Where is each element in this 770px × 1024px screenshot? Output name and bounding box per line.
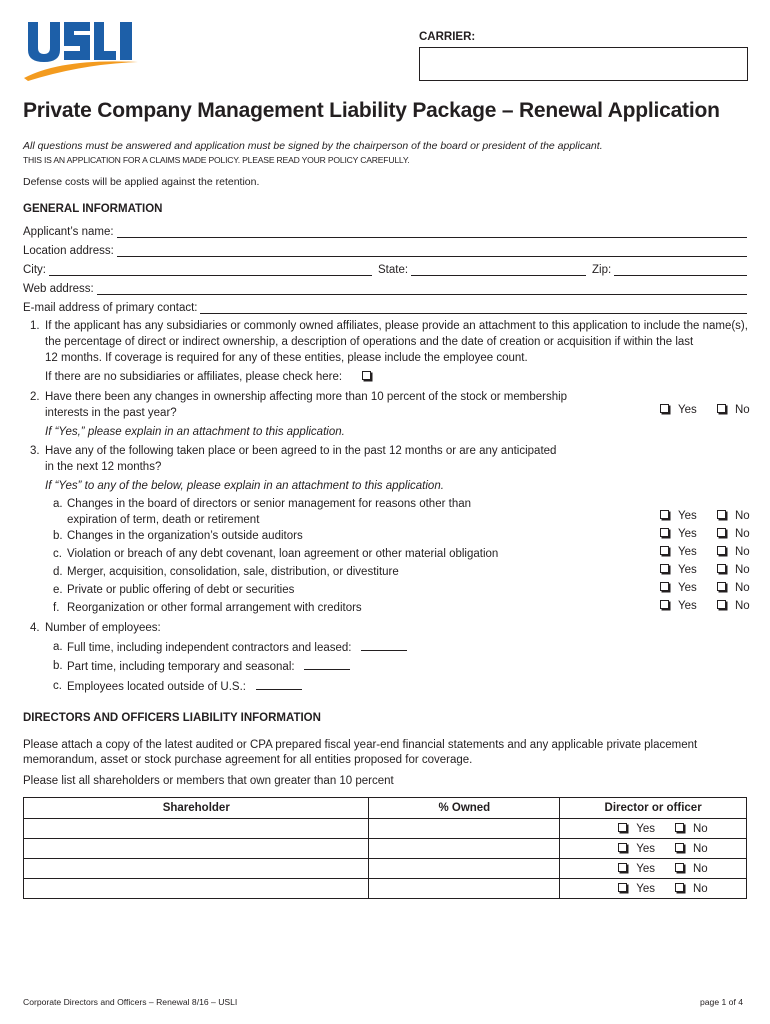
percent-owned-input[interactable] [369,819,560,839]
no-option[interactable] [675,883,708,895]
q3-item-f [53,600,613,616]
yes-checkbox[interactable] [660,582,669,591]
page-title: Private Company Management Liability Package – Renewal Application [23,99,720,122]
question-text: Have any of the following taken place or been agreed to in the past 12 months or are any anticipated [45,445,557,457]
item-text: Part time, including temporary and seasonal: [67,661,295,673]
question-1 [30,318,747,366]
yes-label: Yes [636,882,655,895]
q3-item-e [53,582,613,598]
yes-checkbox[interactable] [618,823,627,832]
yes-checkbox[interactable] [660,564,669,573]
yes-option[interactable] [618,883,655,895]
yes-checkbox[interactable] [660,528,669,537]
no-option[interactable] [675,823,708,835]
question-number: 2. [30,391,40,403]
no-label: No [735,546,750,558]
director-officer-cell [560,839,747,859]
item-letter: a. [53,498,63,510]
no-subsidiaries-note [45,369,342,385]
q2-no-option[interactable] [717,404,750,416]
item-letter: d. [53,566,63,578]
state-input[interactable] [411,263,586,276]
no-checkbox[interactable] [717,546,726,555]
yes-label: Yes [678,582,697,594]
q4-item-c [53,678,302,695]
zip-label: Zip: [592,264,612,276]
yes-label: Yes [678,564,697,576]
question-4 [30,620,161,636]
footer-page-number: page 1 of 4 [700,997,744,1007]
state-label: State: [378,264,409,276]
question-number: 4. [30,622,40,634]
table-header-row [24,798,747,819]
no-option[interactable] [675,863,708,875]
item-letter: a. [53,641,63,653]
item-letter: c. [53,548,62,560]
item-text: Private or public offering of debt or securities [67,584,295,596]
table-row [24,839,747,859]
no-checkbox[interactable] [675,863,684,872]
yes-checkbox[interactable] [660,600,669,609]
do-liability-heading: DIRECTORS AND OFFICERS LIABILITY INFORMATION [23,712,321,724]
no-label: No [692,822,708,835]
web-address-input[interactable] [97,282,747,295]
no-checkbox[interactable] [717,582,726,591]
no-label: No [735,528,750,540]
yes-label: Yes [678,404,697,416]
no-checkbox[interactable] [675,883,684,892]
yes-option[interactable] [618,863,655,875]
director-officer-cell [560,819,747,839]
yes-option[interactable] [618,823,655,835]
zip-input[interactable] [614,263,747,276]
general-info-heading: GENERAL INFORMATION [23,203,163,215]
yes-label: Yes [636,842,655,855]
location-address-input[interactable] [117,244,747,257]
outside-us-count-input[interactable] [256,678,302,690]
question-text: If the applicant has any subsidiaries or commonly owned affiliates, please provide an attachment to this application to include the name(s), [45,320,748,332]
q3-item-d [53,564,613,580]
no-subsidiaries-label: If there are no subsidiaries or affiliates, please check here: [45,371,343,383]
claims-made-notice: THIS IS AN APPLICATION FOR A CLAIMS MADE POLICY. PLEASE READ YOUR POLICY CAREFULLY. [23,155,410,165]
yes-checkbox[interactable] [618,863,627,872]
no-label: No [735,582,750,594]
question-text: Have there been any changes in ownership affecting more than 10 percent of the stock or membership [45,391,568,403]
q3c-no-option[interactable] [717,546,750,558]
web-address-label: Web address: [23,283,94,295]
web-address-field [23,279,747,295]
question-number: 1. [30,320,40,332]
shareholder-list-note: Please list all shareholders or members that own greater than 10 percent [23,775,394,787]
no-option[interactable] [675,843,708,855]
column-header-shareholder: Shareholder [24,798,369,819]
yes-checkbox[interactable] [618,883,627,892]
q3d-no-option[interactable] [717,564,750,576]
yes-label: Yes [678,510,697,522]
director-officer-cell [560,879,747,899]
question-2 [30,389,630,421]
note-text: memorandum, asset or stock purchase agreement for all entities proposed for coverage. [23,754,473,766]
applicant-name-field [23,222,747,238]
item-text: Changes in the board of directors or senior management for reasons other than [67,498,472,510]
yes-checkbox[interactable] [618,843,627,852]
zip-field [592,260,747,276]
no-subsidiaries-checkbox[interactable] [362,371,371,380]
question-number: 3. [30,445,40,457]
no-label: No [735,510,750,522]
q3e-no-option[interactable] [717,582,750,594]
carrier-label: CARRIER: [419,31,476,43]
item-letter: b. [53,530,63,542]
footer-form-id: Corporate Directors and Officers – Renewal 8/16 – USLI [23,997,238,1007]
yes-checkbox[interactable] [660,546,669,555]
no-checkbox[interactable] [675,843,684,852]
location-address-label: Location address: [23,245,114,257]
yes-option[interactable] [618,843,655,855]
item-text: Reorganization or other formal arrangement with creditors [67,602,362,614]
item-text: Merger, acquisition, consolidation, sale, distribution, or divestiture [67,566,399,578]
item-letter: c. [53,680,62,692]
table-row [24,879,747,899]
yes-label: Yes [678,546,697,558]
q3a-yes-option[interactable] [660,510,697,522]
email-input[interactable] [200,301,747,314]
item-letter: f. [53,602,60,614]
no-checkbox[interactable] [717,404,726,413]
yes-checkbox[interactable] [660,510,669,519]
percent-owned-input[interactable] [369,879,560,899]
q3-item-c [53,546,613,562]
no-checkbox[interactable] [717,600,726,609]
question-text: interests in the past year? [45,407,177,419]
defense-costs-note: Defense costs will be applied against the retention. [23,176,260,188]
part-time-count-input[interactable] [304,658,350,670]
carrier-input[interactable] [419,47,748,81]
yes-checkbox[interactable] [660,404,669,413]
q3-item-a [53,496,613,528]
director-officer-cell [560,859,747,879]
q4-item-a [53,639,407,656]
percent-owned-input[interactable] [369,859,560,879]
location-address-field [23,241,747,257]
item-letter: e. [53,584,63,596]
no-label: No [692,882,708,895]
table-row [24,859,747,879]
yes-label: Yes [636,862,655,875]
question-text: the percentage of direct or indirect ownership, a description of operations and the date of creation or acquisition if within the last [45,336,694,348]
question-text: in the next 12 months? [45,461,162,473]
q3b-yes-option[interactable] [660,528,697,540]
q4-item-b [53,658,350,675]
q3f-yes-option[interactable] [660,600,697,612]
shareholder-name-input[interactable] [24,839,369,859]
q2-yes-option[interactable] [660,404,697,416]
full-time-count-input[interactable] [361,639,407,651]
column-header-director-officer: Director or officer [560,798,747,819]
q3c-yes-option[interactable] [660,546,697,558]
yes-label: Yes [636,822,655,835]
no-label: No [735,564,750,576]
no-checkbox[interactable] [717,564,726,573]
no-checkbox[interactable] [717,510,726,519]
state-field [378,260,586,276]
no-label: No [692,842,708,855]
item-letter: b. [53,660,63,672]
item-text: Full time, including independent contractors and leased: [67,642,352,654]
question-3 [30,443,630,475]
item-text: expiration of term, death or retirement [67,514,260,526]
shareholder-name-input[interactable] [24,879,369,899]
signing-instruction: All questions must be answered and application must be signed by the chairperson of the board or president of the applicant. [23,140,603,152]
email-label: E-mail address of primary contact: [23,302,198,314]
city-field [23,260,372,276]
financial-statements-note [23,738,697,768]
q3f-no-option[interactable] [717,600,750,612]
q3a-no-option[interactable] [717,510,750,522]
note-text: Please attach a copy of the latest audited or CPA prepared fiscal year-end financial statements and any applicable private placement [23,739,698,751]
applicant-name-input[interactable] [117,225,747,238]
shareholder-name-input[interactable] [24,819,369,839]
item-text: Changes in the organization’s outside auditors [67,530,303,542]
city-label: City: [23,264,46,276]
applicant-name-label: Applicant’s name: [23,226,114,238]
column-header-owned: % Owned [369,798,560,819]
usli-logo [22,18,142,82]
q3-item-b [53,528,613,544]
no-label: No [692,862,708,875]
question-text: 12 months. If coverage is required for any of these entities, please include the employee count. [45,352,528,364]
yes-label: Yes [678,528,697,540]
shareholder-table [23,797,747,899]
question-text: Number of employees: [45,622,161,634]
email-field [23,298,747,314]
q3b-no-option[interactable] [717,528,750,540]
q3e-yes-option[interactable] [660,582,697,594]
city-input[interactable] [49,263,372,276]
yes-label: Yes [678,600,697,612]
q3-explain-note: If “Yes” to any of the below, please explain in an attachment to this application. [45,480,444,492]
no-label: No [735,404,750,416]
q3d-yes-option[interactable] [660,564,697,576]
shareholder-name-input[interactable] [24,859,369,879]
no-label: No [735,600,750,612]
percent-owned-input[interactable] [369,839,560,859]
no-checkbox[interactable] [675,823,684,832]
item-text: Employees located outside of U.S.: [67,681,246,693]
item-text: Violation or breach of any debt covenant, loan agreement or other material obligation [67,548,499,560]
table-row [24,819,747,839]
no-checkbox[interactable] [717,528,726,537]
q2-explain-note: If “Yes,” please explain in an attachment to this application. [45,426,345,438]
